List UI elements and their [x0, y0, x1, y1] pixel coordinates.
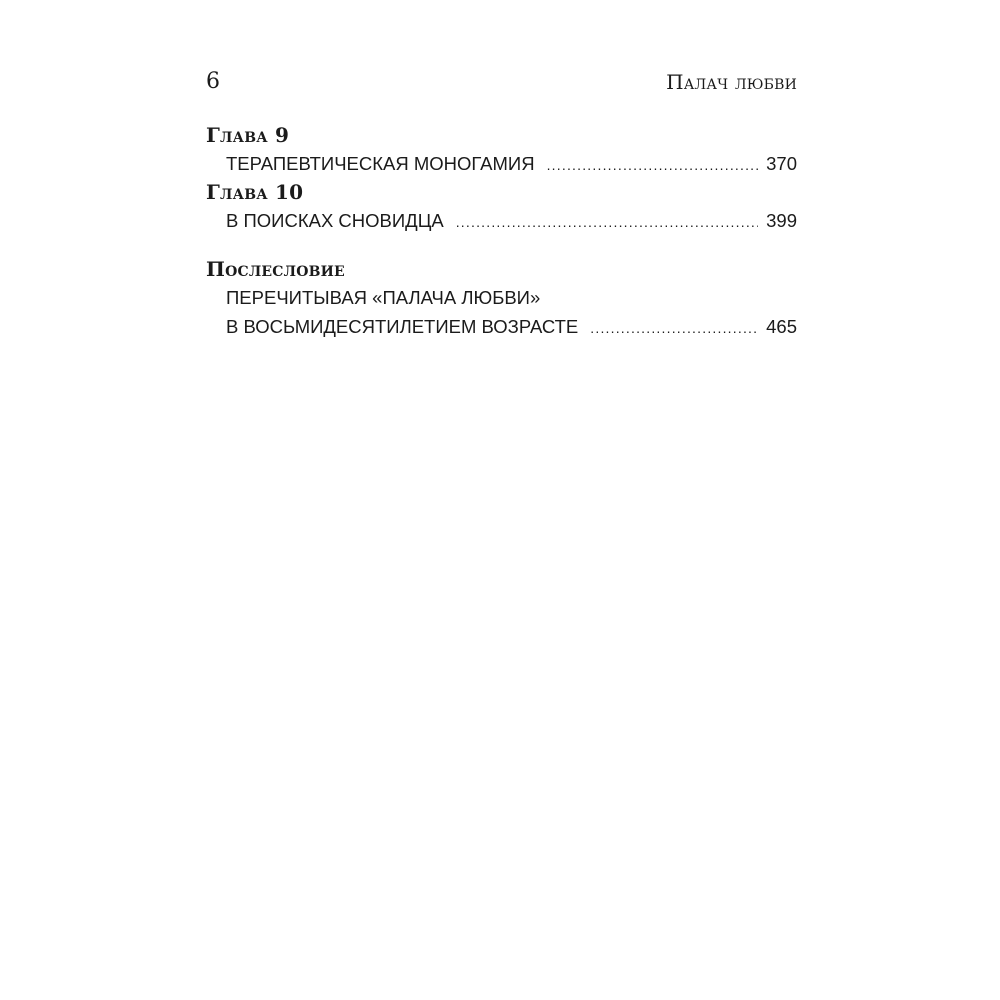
chapter-9-label: Глава 9 — [206, 123, 290, 147]
chapter-9-entry — [226, 149, 797, 178]
afterword-title-part-2: В ВОСЬМИДЕСЯТИЛЕТИЕМ ВОЗРАСТЕ — [226, 316, 579, 337]
table-of-contents — [206, 121, 797, 341]
afterword-entry — [226, 312, 797, 341]
section-gap — [206, 235, 797, 255]
book-title: Палач любви — [666, 70, 797, 94]
chapter-10-page: 399 — [766, 210, 797, 231]
chapter-10-label: Глава 10 — [206, 180, 304, 204]
chapter-10-entry — [226, 206, 797, 235]
afterword-label: Послесловие — [206, 257, 345, 281]
chapter-9-title: ТЕРАПЕВТИЧЕСКАЯ МОНОГАМИЯ — [226, 153, 535, 174]
afterword-title-part-1: ПЕРЕЧИТЫВАЯ «ПАЛАЧА ЛЮБВИ» — [226, 287, 541, 308]
dot-leader — [590, 314, 758, 343]
afterword-page: 465 — [766, 316, 797, 337]
running-head — [206, 68, 797, 98]
chapter-9-page: 370 — [766, 153, 797, 174]
dot-leader — [456, 208, 758, 237]
dot-leader — [547, 151, 759, 180]
page-number: 6 — [206, 69, 220, 94]
afterword-title-line-1 — [226, 283, 797, 312]
chapter-10-title: В ПОИСКАХ СНОВИДЦА — [226, 210, 444, 231]
